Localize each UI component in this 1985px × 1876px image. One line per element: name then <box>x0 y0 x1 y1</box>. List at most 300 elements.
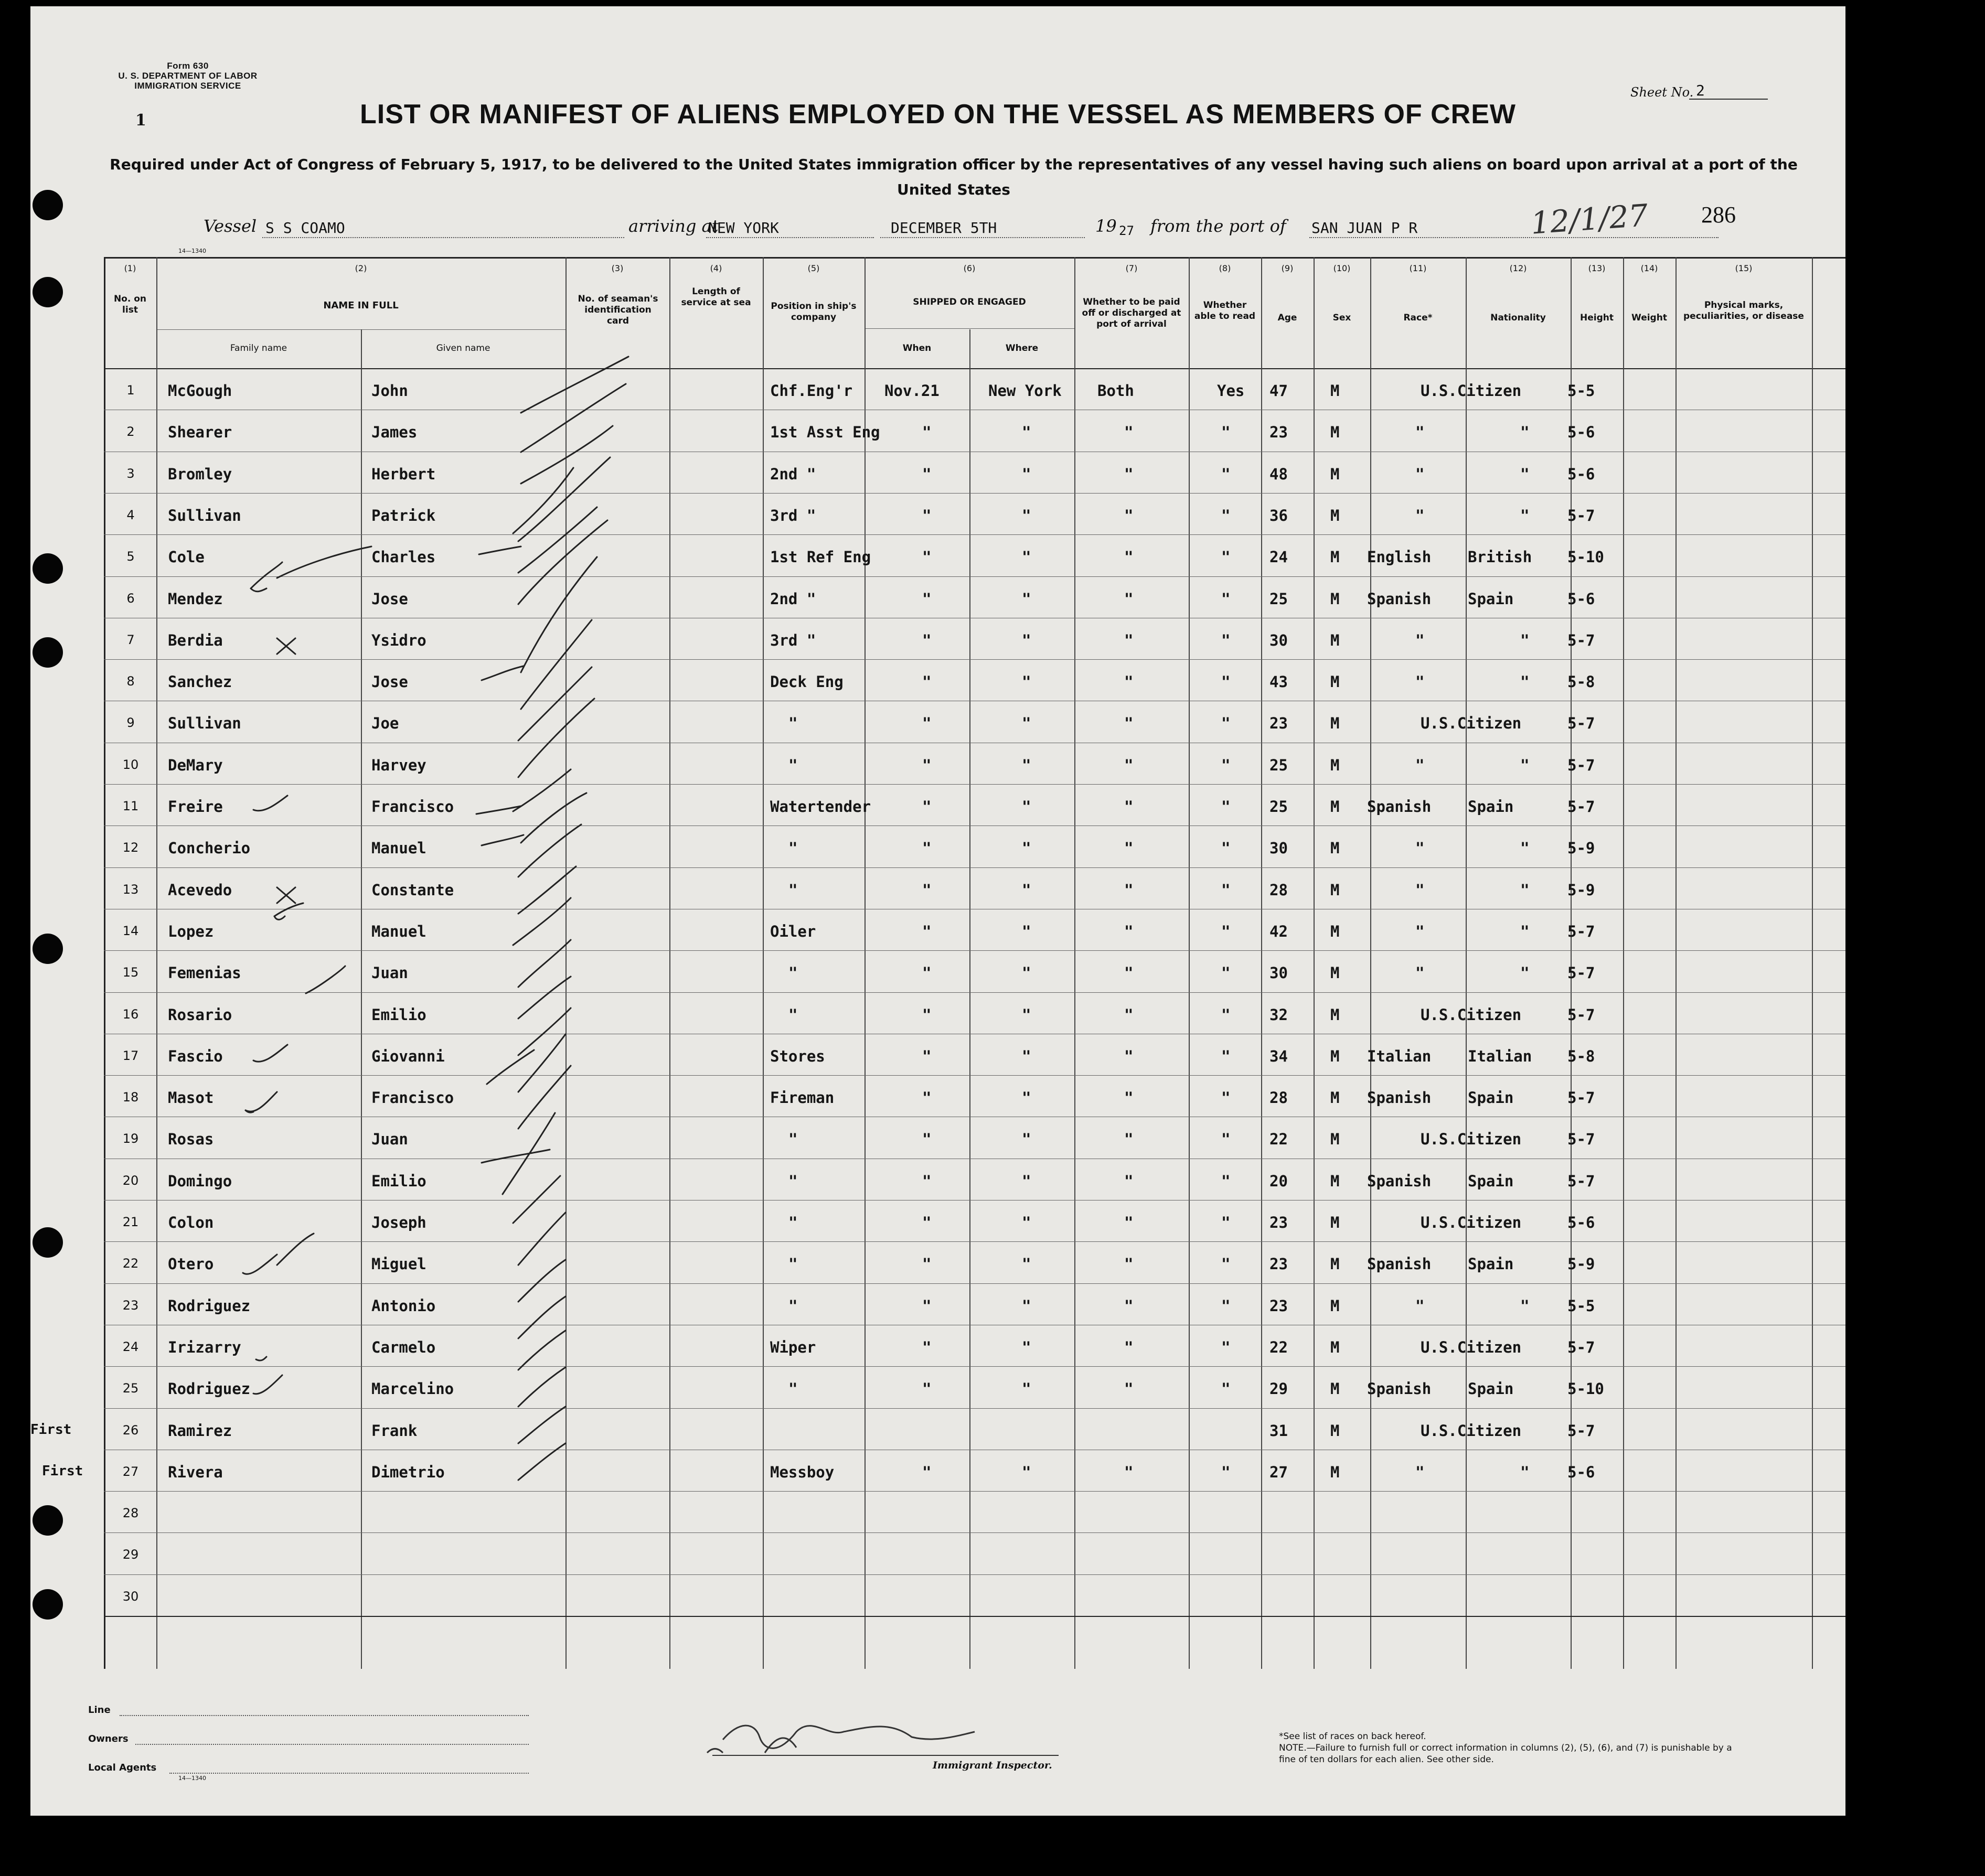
cell-age: 30 <box>1269 839 1288 857</box>
cell-family: Fascio <box>168 1047 223 1065</box>
header-position: Position in ship's company <box>771 301 857 323</box>
cell-nationality: " <box>1520 839 1530 857</box>
cell-paid: " <box>1124 673 1134 691</box>
vessel-name: S S COAMO <box>265 219 345 237</box>
cell-given: Frank <box>371 1422 418 1440</box>
cell-paid: " <box>1124 756 1134 774</box>
header-age: Age <box>1277 313 1297 323</box>
cell-height: 5-7 <box>1567 1006 1595 1024</box>
row-number: 22 <box>122 1256 139 1271</box>
cell-height: 5-10 <box>1567 1380 1604 1398</box>
cell-nationality: " <box>1520 631 1530 649</box>
cell-citizenship: U.S.Citizen <box>1421 382 1522 400</box>
cell-family: Rosas <box>168 1130 214 1148</box>
cell-family: Rosario <box>168 1006 232 1024</box>
cell-height: 5-6 <box>1567 423 1595 441</box>
cell-height: 5-5 <box>1567 1297 1595 1315</box>
cell-position: " <box>788 839 798 857</box>
cell-age: 23 <box>1269 1214 1288 1231</box>
cell-family: Berdia <box>168 631 223 649</box>
cell-given: Harvey <box>371 756 426 774</box>
cell-height: 5-6 <box>1567 465 1595 483</box>
cell-family: Lopez <box>168 923 214 940</box>
punch-hole <box>33 1227 63 1258</box>
cell-nationality: " <box>1520 507 1530 524</box>
cell-age: 23 <box>1269 1297 1288 1315</box>
cell-age: 42 <box>1269 923 1288 940</box>
row-number: 27 <box>122 1464 139 1479</box>
header-name-in-full: NAME IN FULL <box>323 300 399 311</box>
cell-position: " <box>788 1297 798 1315</box>
cell-race: Spanish <box>1367 590 1432 608</box>
cell-sex: M <box>1330 756 1340 774</box>
corner-mark: 1 <box>135 111 146 130</box>
cell-paid: " <box>1124 423 1134 441</box>
cell-age: 43 <box>1269 673 1288 691</box>
cell-paid: " <box>1124 839 1134 857</box>
cell-when: " <box>922 1089 932 1107</box>
cell-given: Giovanni <box>371 1047 445 1065</box>
cell-sex: M <box>1330 548 1340 566</box>
form-service: IMMIGRATION SERVICE <box>134 81 241 91</box>
cell-height: 5-7 <box>1567 964 1595 982</box>
header-where: Where <box>1005 343 1039 353</box>
cell-when: " <box>922 1214 932 1231</box>
row-number: 5 <box>126 549 135 564</box>
cell-paid: " <box>1124 714 1134 732</box>
cell-nationality: " <box>1520 881 1530 899</box>
cell-paid: " <box>1124 923 1134 940</box>
cell-sex: M <box>1330 1214 1340 1231</box>
row-number: 23 <box>122 1298 139 1313</box>
cell-paid: " <box>1124 631 1134 649</box>
cell-sex: M <box>1330 507 1340 524</box>
cell-when: " <box>922 881 932 899</box>
inspector-label: Immigrant Inspector. <box>933 1760 1052 1771</box>
row-number: 1 <box>126 383 135 398</box>
cell-height: 5-9 <box>1567 881 1595 899</box>
cell-sex: M <box>1330 631 1340 649</box>
cell-race: " <box>1415 423 1425 441</box>
cell-race: Spanish <box>1367 1255 1432 1273</box>
cell-family: Sanchez <box>168 673 232 691</box>
cell-where: " <box>1022 798 1031 816</box>
cell-paid: " <box>1124 1380 1134 1398</box>
cell-position: " <box>788 756 798 774</box>
header-sex: Sex <box>1332 313 1351 323</box>
colnum-3: (3) <box>611 263 624 273</box>
cell-read: " <box>1221 839 1231 857</box>
cell-given: James <box>371 423 418 441</box>
cell-height: 5-7 <box>1567 756 1595 774</box>
cell-age: 30 <box>1269 631 1288 649</box>
cell-sex: M <box>1330 465 1340 483</box>
cell-when: " <box>922 423 932 441</box>
cell-family: Otero <box>168 1255 214 1273</box>
row-number: 30 <box>122 1589 139 1604</box>
row-number: 14 <box>122 924 139 938</box>
cell-given: Marcelino <box>371 1380 454 1398</box>
cell-read: " <box>1221 1130 1231 1148</box>
header-id-card: No. of seaman's identification card <box>578 294 658 326</box>
cell-race: " <box>1415 756 1425 774</box>
cell-sex: M <box>1330 964 1340 982</box>
cell-paid: " <box>1124 964 1134 982</box>
cell-paid: " <box>1124 1463 1134 1481</box>
cell-paid: " <box>1124 798 1134 816</box>
sheet-label: Sheet No. <box>1630 85 1694 100</box>
cell-sex: M <box>1330 798 1340 816</box>
cell-family: McGough <box>168 382 232 400</box>
row-number: 21 <box>122 1215 139 1229</box>
cell-given: Emilio <box>371 1006 426 1024</box>
row-number: 12 <box>122 840 139 855</box>
cell-position: " <box>788 1255 798 1273</box>
colnum-7: (7) <box>1125 263 1138 273</box>
cell-position: Chf.Eng'r <box>770 382 853 400</box>
cell-given: Juan <box>371 964 408 982</box>
header-when: When <box>902 343 932 353</box>
cell-family: Irizarry <box>168 1338 241 1356</box>
footer-owners-label: Owners <box>88 1733 129 1744</box>
cell-age: 25 <box>1269 590 1288 608</box>
colnum-14: (14) <box>1640 263 1658 273</box>
cell-position: Deck Eng <box>770 673 844 691</box>
cell-position: 2nd " <box>770 465 816 483</box>
cell-sex: M <box>1330 1089 1340 1107</box>
row-number: 6 <box>126 591 135 606</box>
cell-family: Masot <box>168 1089 214 1107</box>
cell-paid: " <box>1124 1338 1134 1356</box>
cell-where: " <box>1022 673 1031 691</box>
cell-race: English <box>1367 548 1432 566</box>
cell-when: " <box>922 1006 932 1024</box>
cell-height: 5-7 <box>1567 798 1595 816</box>
cell-family: Mendez <box>168 590 223 608</box>
cell-position: " <box>788 964 798 982</box>
header-height: Height <box>1580 313 1614 323</box>
cell-paid: " <box>1124 465 1134 483</box>
cell-paid: " <box>1124 1214 1134 1231</box>
cell-read: " <box>1221 1380 1231 1398</box>
cell-when: " <box>922 1255 932 1273</box>
row-number: 29 <box>122 1547 139 1562</box>
cell-family: Concherio <box>168 839 251 857</box>
cell-position: 3rd " <box>770 631 816 649</box>
cell-race: " <box>1415 465 1425 483</box>
cell-family: Domingo <box>168 1172 232 1190</box>
cell-race: Spanish <box>1367 1380 1432 1398</box>
cell-nationality: " <box>1520 1463 1530 1481</box>
cell-position: " <box>788 1006 798 1024</box>
cell-position: 1st Asst Eng <box>770 423 880 441</box>
row-number: 24 <box>122 1339 139 1354</box>
cell-where: " <box>1022 465 1031 483</box>
cell-family: Rivera <box>168 1463 223 1481</box>
cell-where: " <box>1022 423 1031 441</box>
cell-position: " <box>788 881 798 899</box>
header-length-service: Length of service at sea <box>681 286 751 308</box>
cell-height: 5-7 <box>1567 923 1595 940</box>
cell-when: " <box>922 1172 932 1190</box>
cell-read: " <box>1221 1172 1231 1190</box>
cell-nationality: Italian <box>1468 1047 1532 1065</box>
arrival-date: DECEMBER 5TH <box>891 219 997 237</box>
cell-age: 22 <box>1269 1338 1288 1356</box>
cell-when: " <box>922 798 932 816</box>
colnum-1: (1) <box>124 263 136 273</box>
row-number: 9 <box>126 715 135 730</box>
cell-height: 5-7 <box>1567 507 1595 524</box>
cell-sex: M <box>1330 1006 1340 1024</box>
cell-nationality: British <box>1468 548 1532 566</box>
cell-sex: M <box>1330 1047 1340 1065</box>
cell-where: " <box>1022 507 1031 524</box>
cell-where: " <box>1022 548 1031 566</box>
cell-family: Freire <box>168 798 223 816</box>
cell-race: " <box>1415 839 1425 857</box>
cell-when: " <box>922 923 932 940</box>
cell-when: " <box>922 465 932 483</box>
cell-family: Cole <box>168 548 205 566</box>
cell-sex: M <box>1330 673 1340 691</box>
header-given-name: Given name <box>436 343 490 353</box>
cell-position: 3rd " <box>770 507 816 524</box>
handwritten-date: 12/1/27 <box>1529 197 1649 241</box>
cell-position: " <box>788 1214 798 1231</box>
header-weight: Weight <box>1631 313 1667 323</box>
cell-where: " <box>1022 1172 1031 1190</box>
cell-race: Italian <box>1367 1047 1432 1065</box>
cell-nationality: " <box>1520 923 1530 940</box>
cell-family: Bromley <box>168 465 232 483</box>
cell-paid: " <box>1124 507 1134 524</box>
cell-read: " <box>1221 1047 1231 1065</box>
punch-hole <box>33 553 63 584</box>
cell-read: " <box>1221 507 1231 524</box>
cell-read: " <box>1221 1338 1231 1356</box>
cell-given: Emilio <box>371 1172 426 1190</box>
cell-age: 23 <box>1269 423 1288 441</box>
cell-race: " <box>1415 1463 1425 1481</box>
cell-given: Patrick <box>371 507 436 524</box>
cell-when: " <box>922 590 932 608</box>
print-code-top: 14—1340 <box>178 248 206 254</box>
cell-race: " <box>1415 964 1425 982</box>
cell-age: 20 <box>1269 1172 1288 1190</box>
cell-sex: M <box>1330 714 1340 732</box>
cell-when: " <box>922 839 932 857</box>
cell-height: 5-7 <box>1567 714 1595 732</box>
cell-read: " <box>1221 590 1231 608</box>
cell-given: Carmelo <box>371 1338 436 1356</box>
cell-when: " <box>922 548 932 566</box>
cell-when: " <box>922 756 932 774</box>
cell-paid: " <box>1124 1089 1134 1107</box>
cell-where: " <box>1022 1089 1031 1107</box>
cell-paid: " <box>1124 881 1134 899</box>
footer-line-label: Line <box>88 1705 111 1716</box>
footer-agents-label: Local Agents <box>88 1762 157 1773</box>
cell-given: Ysidro <box>371 631 426 649</box>
colnum-4: (4) <box>710 263 722 273</box>
cell-nationality: " <box>1520 964 1530 982</box>
cell-given: Juan <box>371 1130 408 1148</box>
cell-read: " <box>1221 1297 1231 1315</box>
cell-read: " <box>1221 1463 1231 1481</box>
races-note: *See list of races on back hereof. <box>1279 1731 1426 1742</box>
header-no-on-list: No. on list <box>113 294 147 315</box>
cell-read: " <box>1221 1214 1231 1231</box>
cell-paid: " <box>1124 1006 1134 1024</box>
from-port-label: from the port of <box>1150 216 1286 236</box>
punch-hole <box>33 1505 63 1536</box>
cell-read: " <box>1221 1006 1231 1024</box>
cell-nationality: " <box>1520 673 1530 691</box>
row-number: 10 <box>122 757 139 772</box>
footer-agents-field <box>169 1773 529 1774</box>
cell-age: 47 <box>1269 382 1288 400</box>
cell-position: 2nd " <box>770 590 816 608</box>
cell-given: Dimetrio <box>371 1463 445 1481</box>
cell-given: Herbert <box>371 465 436 483</box>
cell-age: 28 <box>1269 881 1288 899</box>
cell-given: Constante <box>371 881 454 899</box>
cell-nationality: Spain <box>1468 1380 1514 1398</box>
cell-paid: " <box>1124 590 1134 608</box>
cell-height: 5-6 <box>1567 1214 1595 1231</box>
cell-race: " <box>1415 673 1425 691</box>
cell-family: Sullivan <box>168 714 241 732</box>
cell-age: 48 <box>1269 465 1288 483</box>
cell-when: " <box>922 1130 932 1148</box>
year-prefix: 19 <box>1095 216 1117 236</box>
cell-age: 34 <box>1269 1047 1288 1065</box>
cell-nationality: " <box>1520 423 1530 441</box>
cell-given: Manuel <box>371 839 426 857</box>
cell-read: " <box>1221 548 1231 566</box>
cell-given: Francisco <box>371 1089 454 1107</box>
cell-when: " <box>922 1463 932 1481</box>
cell-when: " <box>922 1380 932 1398</box>
colnum-13: (13) <box>1588 263 1606 273</box>
vessel-label: Vessel <box>204 216 257 236</box>
cell-given: Jose <box>371 590 408 608</box>
cell-position: Oiler <box>770 923 816 940</box>
cell-when: " <box>922 714 932 732</box>
punch-hole <box>33 277 63 307</box>
row-number: 13 <box>122 882 139 897</box>
cell-paid: " <box>1124 1255 1134 1273</box>
cell-given: Manuel <box>371 923 426 940</box>
row-number: 19 <box>122 1131 139 1146</box>
handwritten-marks <box>30 6 1845 1816</box>
footer-owners-field <box>135 1744 529 1745</box>
cell-nationality: Spain <box>1468 1255 1514 1273</box>
cell-height: 5-7 <box>1567 1338 1595 1356</box>
cell-sex: M <box>1330 1422 1340 1440</box>
cell-where: " <box>1022 1380 1031 1398</box>
cell-nationality: " <box>1520 756 1530 774</box>
cell-race: " <box>1415 923 1425 940</box>
row-number: 25 <box>122 1381 139 1396</box>
cell-citizenship: U.S.Citizen <box>1421 1422 1522 1440</box>
cell-paid: " <box>1124 1172 1134 1190</box>
cell-nationality: " <box>1520 465 1530 483</box>
header-shipped: SHIPPED OR ENGAGED <box>913 297 1026 307</box>
cell-nationality: Spain <box>1468 1089 1514 1107</box>
row-number: 18 <box>122 1090 139 1105</box>
row-number: 8 <box>126 674 135 689</box>
cell-where: " <box>1022 1338 1031 1356</box>
cell-when: " <box>922 1338 932 1356</box>
cell-where: " <box>1022 881 1031 899</box>
form-number: Form 630 <box>167 61 209 71</box>
cell-paid: " <box>1124 1047 1134 1065</box>
cell-where: " <box>1022 923 1031 940</box>
row-number: 15 <box>122 965 139 980</box>
cell-race: Spanish <box>1367 798 1432 816</box>
cell-age: 32 <box>1269 1006 1288 1024</box>
cell-citizenship: U.S.Citizen <box>1421 714 1522 732</box>
cell-nationality: Spain <box>1468 590 1514 608</box>
form-department: U. S. DEPARTMENT OF LABOR <box>118 71 258 81</box>
colnum-8: (8) <box>1219 263 1231 273</box>
cell-read: " <box>1221 756 1231 774</box>
header-paid-off: Whether to be paid off or discharged at port of arrival <box>1082 297 1181 329</box>
cell-height: 5-7 <box>1567 1422 1595 1440</box>
cell-height: 5-7 <box>1567 1172 1595 1190</box>
cell-sex: M <box>1330 1338 1340 1356</box>
cell-age: 22 <box>1269 1130 1288 1148</box>
print-code-bottom: 14—1340 <box>178 1775 206 1782</box>
cell-age: 28 <box>1269 1089 1288 1107</box>
cell-read: " <box>1221 1089 1231 1107</box>
colnum-15: (15) <box>1735 263 1753 273</box>
cell-where: " <box>1022 839 1031 857</box>
cell-nationality: Spain <box>1468 1172 1514 1190</box>
cell-when: " <box>922 631 932 649</box>
cell-family: Colon <box>168 1214 214 1231</box>
cell-age: 31 <box>1269 1422 1288 1440</box>
cell-where: " <box>1022 714 1031 732</box>
cell-citizenship: U.S.Citizen <box>1421 1130 1522 1148</box>
arriving-port: NEW YORK <box>708 219 779 237</box>
cell-race: " <box>1415 507 1425 524</box>
footer-notes <box>1279 1731 1751 1765</box>
cell-position: " <box>788 1172 798 1190</box>
punch-hole <box>33 934 63 964</box>
page-subtitle: Required under Act of Congress of February 5, 1917, to be delivered to the United States immigration officer by the representatives of any vessel having such aliens on board upon arrival at a port of the United States <box>110 156 1798 198</box>
row-number: 16 <box>122 1007 139 1022</box>
cell-position: 1st Ref Eng <box>770 548 871 566</box>
punch-hole <box>33 190 63 220</box>
cell-sex: M <box>1330 423 1340 441</box>
cell-where: " <box>1022 590 1031 608</box>
cell-where: " <box>1022 1006 1031 1024</box>
cell-nationality: Spain <box>1468 798 1514 816</box>
row-number: 28 <box>122 1506 139 1520</box>
cell-read: " <box>1221 631 1231 649</box>
colnum-2: (2) <box>355 263 367 273</box>
cell-height: 5-6 <box>1567 590 1595 608</box>
cell-sex: M <box>1330 1380 1340 1398</box>
cell-height: 5-7 <box>1567 1089 1595 1107</box>
cell-where: " <box>1022 1255 1031 1273</box>
cell-height: 5-8 <box>1567 673 1595 691</box>
cell-family: Femenias <box>168 964 241 982</box>
cell-paid: " <box>1124 548 1134 566</box>
